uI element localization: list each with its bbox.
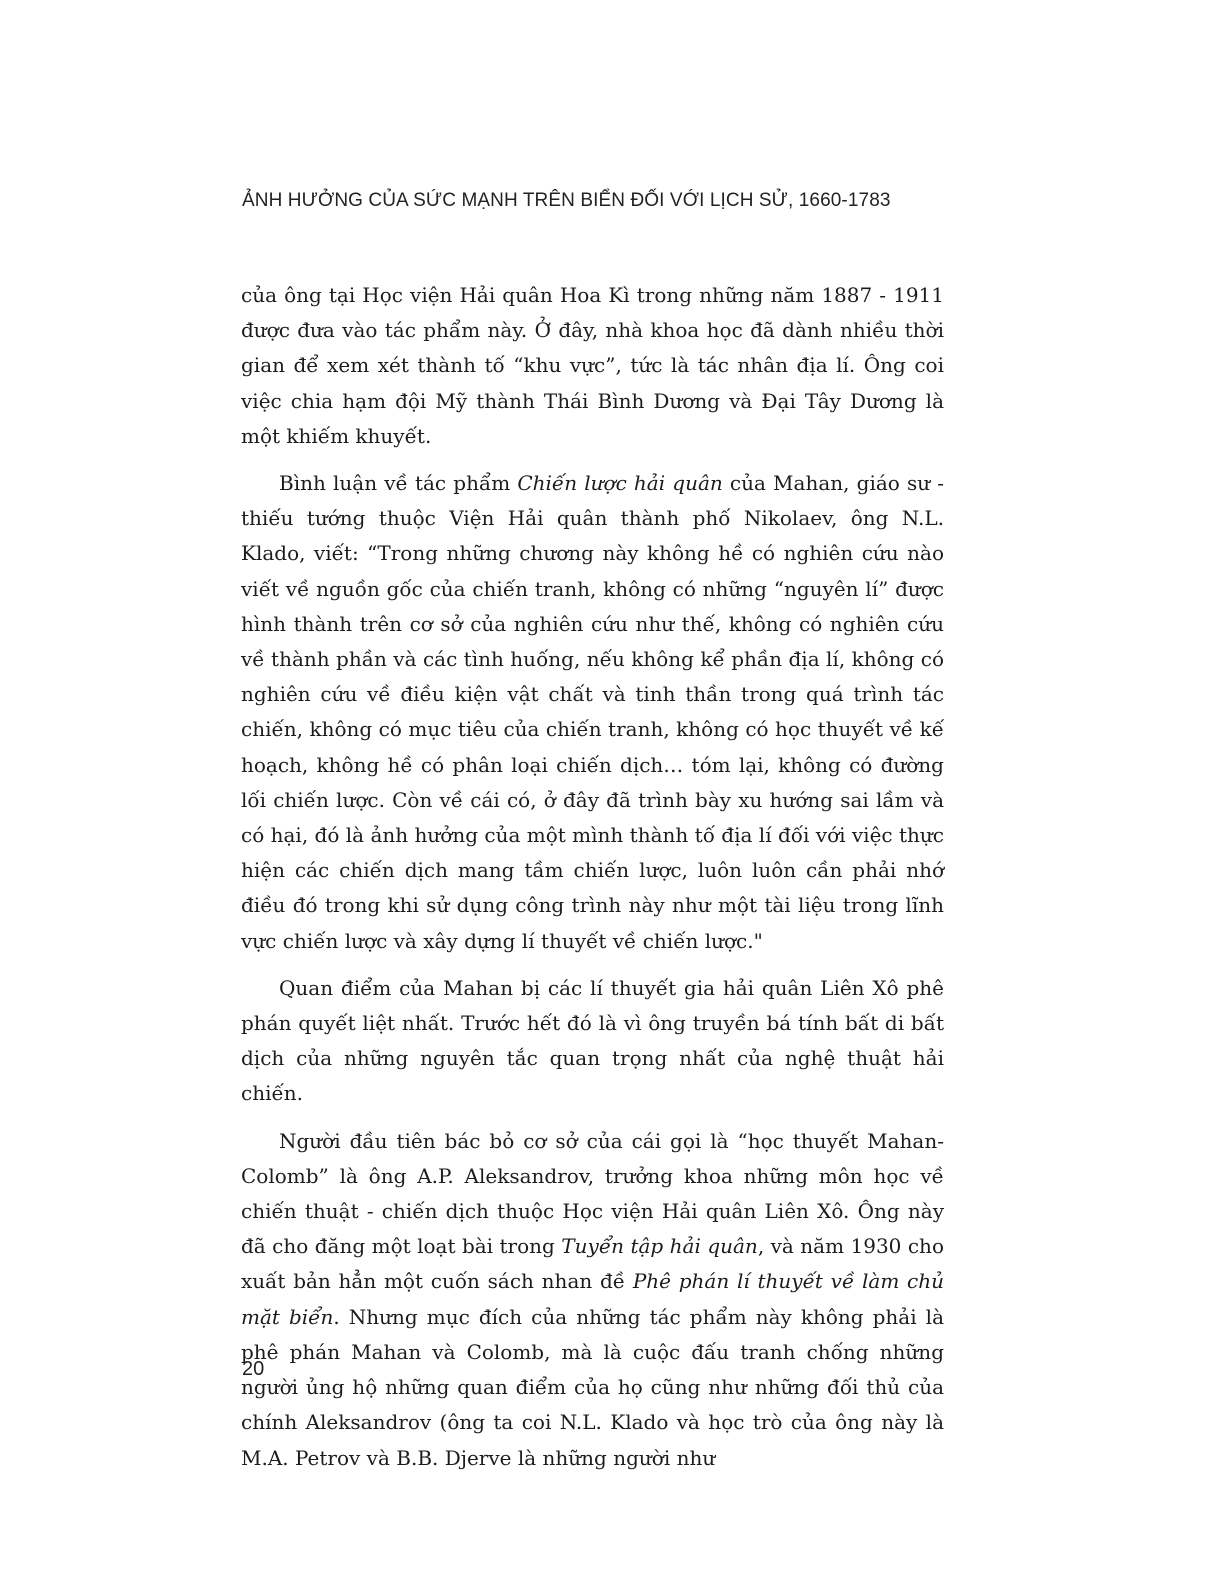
paragraph-4 xyxy=(241,1124,944,1476)
body-text xyxy=(241,278,944,1476)
text-run: Bình luận về tác phẩm xyxy=(279,471,518,496)
paragraph-1 xyxy=(241,278,944,454)
paragraph-2 xyxy=(241,466,944,959)
paragraph-3 xyxy=(241,971,944,1112)
text-run: Quan điểm của Mahan bị các lí thuyết gia hải quân Liên Xô phê phán quyết liệt nhất. Trước hết đó là vì ông truyền bá tính bất di bất dịch của những nguyên tắc quan trọng nhất của nghệ thuật hải chiến. xyxy=(241,975,944,1106)
book-title: Chiến lược hải quân xyxy=(517,471,723,496)
book-title: Tuyển tập hải quân xyxy=(561,1234,758,1259)
text-run: . Nhưng mục đích của những tác phẩm này không phải là phê phán Mahan và Colomb, mà là cuộc đấu tranh chống những người ủng hộ những quan điểm của họ cũng như những đối thủ của chính Aleksandrov (ông ta coi N.L. Klado và học trò của ông này là M.A. Petrov và B.B. Djerve là những người như xyxy=(241,1304,944,1470)
text-run: , và năm 1930 cho xuất bản hẳn một cuốn sách nhan đề xyxy=(241,1234,944,1294)
text-run: của ông tại Học viện Hải quân Hoa Kì trong những năm 1887 - 1911 được đưa vào tác phẩm này. Ở đây, nhà khoa học đã dành nhiều thời gian để xem xét thành tố “khu vực”, tức là tác nhân địa lí. Ông coi việc chia hạm đội Mỹ thành Thái Bình Dương và Đại Tây Dương là một khiếm khuyết. xyxy=(241,283,944,448)
text-run: Người đầu tiên bác bỏ cơ sở của cái gọi là “học thuyết Mahan-Colomb” là ông A.P. Aleksandrov, trưởng khoa những môn học về chiến thuật - chiến dịch thuộc Học viện Hải quân Liên Xô. Ông này đã cho đăng một loạt bài trong xyxy=(241,1128,944,1259)
running-header: ẢNH HƯỞNG CỦA SỨC MẠNH TRÊN BIỂN ĐỐI VỚI LỊCH SỬ, 1660-1783 xyxy=(242,190,891,211)
page-number: 20 xyxy=(242,1358,265,1380)
book-title: Phê phán lí thuyết về làm chủ mặt biển xyxy=(241,1269,944,1329)
text-run: của Mahan, giáo sư - thiếu tướng thuộc Viện Hải quân thành phố Nikolaev, ông N.L. Klado, viết: “Trong những chương này không hề có nghiên cứu nào viết về nguồn gốc của chiến tranh, không có những “nguyên lí” được hình thành trên cơ sở của nghiên cứu như thế, không có nghiên cứu về thành phần và các tình huống, nếu không kể phần địa lí, không có nghiên cứu về điều kiện vật chất và tinh thần trong quá trình tác chiến, không có mục tiêu của chiến tranh, không có học thuyết về kế hoạch, không hề có phân loại chiến dịch… tóm lại, không có đường lối chiến lược. Còn về cái có, ở đây đã trình bày xu hướng sai lầm và có hại, đó là ảnh hưởng của một mình thành tố địa lí đối với việc thực hiện các chiến dịch mang tầm chiến lược, luôn luôn cần phải nhớ điều đó trong khi sử dụng công trình này như một tài liệu trong lĩnh vực chiến lược và xây dựng lí thuyết về chiến lược." xyxy=(241,471,945,953)
